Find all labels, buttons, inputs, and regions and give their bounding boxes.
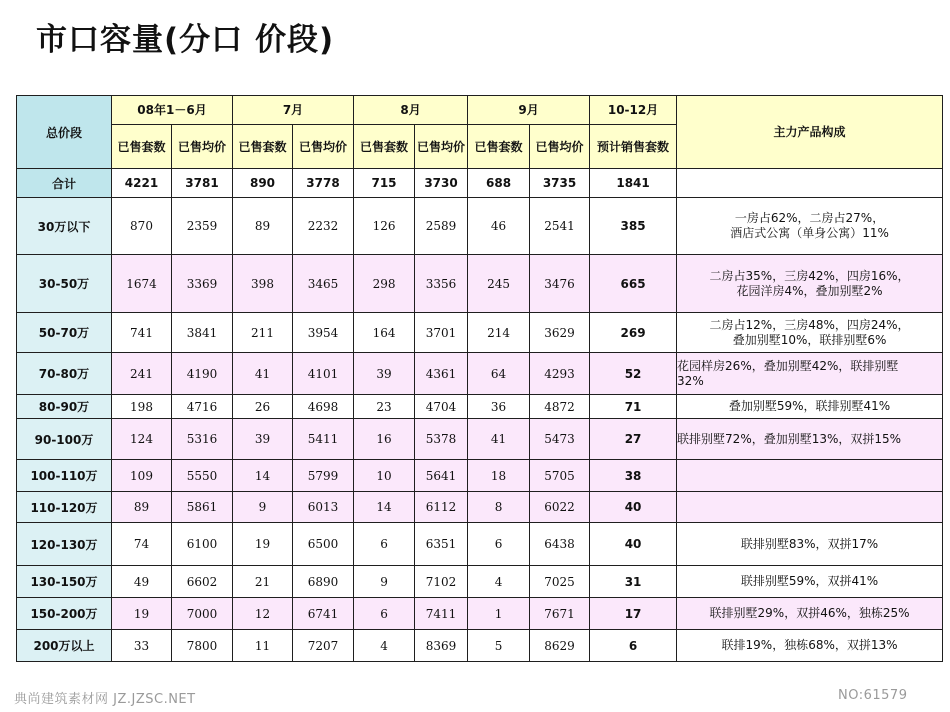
forecast-cell: 40 (590, 492, 677, 523)
sold-units-cell: 245 (468, 255, 530, 313)
sold-units-cell: 688 (468, 169, 530, 198)
avg-price-cell: 5799 (293, 460, 354, 492)
sold-units-cell: 39 (233, 419, 293, 460)
product-mix-cell: 二房占12%，三房48%，四房24%， 叠加别墅10%，联排别墅6% (677, 313, 943, 353)
sold-units-cell: 1674 (112, 255, 172, 313)
product-mix-cell: 联排别墅29%，双拼46%，独栋25% (677, 598, 943, 630)
product-mix-cell: 联排19%，独栋68%，双拼13% (677, 630, 943, 662)
sold-units-cell: 741 (112, 313, 172, 353)
avg-price-cell: 7411 (415, 598, 468, 630)
avg-price-cell: 5550 (172, 460, 233, 492)
sold-units-cell: 5 (468, 630, 530, 662)
table-row (17, 395, 943, 419)
avg-price-cell: 5705 (530, 460, 590, 492)
avg-price-cell: 4872 (530, 395, 590, 419)
forecast-cell: 385 (590, 198, 677, 255)
sold-units-cell: 11 (233, 630, 293, 662)
product-mix-cell: 花园样房26%，叠加别墅42%，联排别墅 32% (677, 353, 943, 395)
forecast-cell: 665 (590, 255, 677, 313)
avg-price-cell: 5473 (530, 419, 590, 460)
sold-units-cell: 9 (233, 492, 293, 523)
avg-price-cell: 4716 (172, 395, 233, 419)
subheader-forecast-units: 预计销售套数 (590, 125, 677, 169)
row-label: 30-50万 (17, 255, 112, 313)
header-period: 8月 (354, 96, 468, 125)
sold-units-cell: 39 (354, 353, 415, 395)
avg-price-cell: 7102 (415, 566, 468, 598)
avg-price-cell: 6741 (293, 598, 354, 630)
row-label: 30万以下 (17, 198, 112, 255)
product-mix-cell (677, 460, 943, 492)
sold-units-cell: 46 (468, 198, 530, 255)
sold-units-cell: 14 (233, 460, 293, 492)
forecast-cell: 269 (590, 313, 677, 353)
table-row (17, 313, 943, 353)
avg-price-cell: 3778 (293, 169, 354, 198)
avg-price-cell: 7671 (530, 598, 590, 630)
sold-units-cell: 6 (468, 523, 530, 566)
row-label: 120-130万 (17, 523, 112, 566)
subheader-avg-price: 已售均价 (530, 125, 590, 169)
table-row (17, 492, 943, 523)
table-row (17, 419, 943, 460)
sold-units-cell: 6 (354, 523, 415, 566)
avg-price-cell: 4293 (530, 353, 590, 395)
sold-units-cell: 18 (468, 460, 530, 492)
avg-price-cell: 8369 (415, 630, 468, 662)
avg-price-cell: 6351 (415, 523, 468, 566)
avg-price-cell: 7800 (172, 630, 233, 662)
subheader-avg-price: 已售均价 (293, 125, 354, 169)
avg-price-cell: 3701 (415, 313, 468, 353)
sold-units-cell: 890 (233, 169, 293, 198)
market-capacity-table (16, 95, 943, 662)
avg-price-cell: 3841 (172, 313, 233, 353)
sold-units-cell: 10 (354, 460, 415, 492)
avg-price-cell: 7207 (293, 630, 354, 662)
avg-price-cell: 6438 (530, 523, 590, 566)
row-label: 50-70万 (17, 313, 112, 353)
sold-units-cell: 398 (233, 255, 293, 313)
sold-units-cell: 33 (112, 630, 172, 662)
table-row (17, 353, 943, 395)
avg-price-cell: 4101 (293, 353, 354, 395)
avg-price-cell: 6112 (415, 492, 468, 523)
sold-units-cell: 41 (233, 353, 293, 395)
avg-price-cell: 5378 (415, 419, 468, 460)
sold-units-cell: 6 (354, 598, 415, 630)
avg-price-cell: 7000 (172, 598, 233, 630)
sold-units-cell: 74 (112, 523, 172, 566)
sold-units-cell: 19 (233, 523, 293, 566)
avg-price-cell: 6500 (293, 523, 354, 566)
avg-price-cell: 3369 (172, 255, 233, 313)
avg-price-cell: 3629 (530, 313, 590, 353)
header-period: 10-12月 (590, 96, 677, 125)
row-label: 110-120万 (17, 492, 112, 523)
forecast-cell: 52 (590, 353, 677, 395)
avg-price-cell: 4190 (172, 353, 233, 395)
table-row (17, 255, 943, 313)
table-row (17, 198, 943, 255)
watermark-left: 典尚建筑素材网 JZ.JZSC.NET (14, 692, 196, 707)
sold-units-cell: 41 (468, 419, 530, 460)
sold-units-cell: 16 (354, 419, 415, 460)
product-mix-cell (677, 492, 943, 523)
table-row (17, 598, 943, 630)
avg-price-cell: 4361 (415, 353, 468, 395)
sold-units-cell: 89 (112, 492, 172, 523)
sold-units-cell: 9 (354, 566, 415, 598)
forecast-cell: 1841 (590, 169, 677, 198)
avg-price-cell: 5861 (172, 492, 233, 523)
sold-units-cell: 715 (354, 169, 415, 198)
avg-price-cell: 5411 (293, 419, 354, 460)
sold-units-cell: 298 (354, 255, 415, 313)
table-row (17, 169, 943, 198)
subheader-avg-price: 已售均价 (172, 125, 233, 169)
row-label: 70-80万 (17, 353, 112, 395)
avg-price-cell: 5641 (415, 460, 468, 492)
avg-price-cell: 3735 (530, 169, 590, 198)
avg-price-cell: 3465 (293, 255, 354, 313)
subheader-sold-units: 已售套数 (354, 125, 415, 169)
avg-price-cell: 4704 (415, 395, 468, 419)
product-mix-cell: 一房占62%，二房占27%， 酒店式公寓（单身公寓）11% (677, 198, 943, 255)
product-mix-cell (677, 169, 943, 198)
subheader-avg-price: 已售均价 (415, 125, 468, 169)
avg-price-cell: 3356 (415, 255, 468, 313)
forecast-cell: 27 (590, 419, 677, 460)
row-label: 90-100万 (17, 419, 112, 460)
avg-price-cell: 4698 (293, 395, 354, 419)
avg-price-cell: 8629 (530, 630, 590, 662)
sold-units-cell: 21 (233, 566, 293, 598)
forecast-cell: 71 (590, 395, 677, 419)
header-period: 9月 (468, 96, 590, 125)
sold-units-cell: 12 (233, 598, 293, 630)
sold-units-cell: 4 (468, 566, 530, 598)
sold-units-cell: 124 (112, 419, 172, 460)
avg-price-cell: 3954 (293, 313, 354, 353)
table-row (17, 566, 943, 598)
row-label: 合计 (17, 169, 112, 198)
sold-units-cell: 211 (233, 313, 293, 353)
avg-price-cell: 3781 (172, 169, 233, 198)
avg-price-cell: 3730 (415, 169, 468, 198)
table-row (17, 630, 943, 662)
sold-units-cell: 49 (112, 566, 172, 598)
header-price-range: 总价段 (17, 96, 112, 169)
row-label: 130-150万 (17, 566, 112, 598)
table-row (17, 460, 943, 492)
row-label: 100-110万 (17, 460, 112, 492)
sold-units-cell: 8 (468, 492, 530, 523)
product-mix-cell: 二房占35%，三房42%，四房16%， 花园洋房4%，叠加别墅2% (677, 255, 943, 313)
sold-units-cell: 64 (468, 353, 530, 395)
product-mix-cell: 联排别墅83%，双拼17% (677, 523, 943, 566)
avg-price-cell: 6100 (172, 523, 233, 566)
avg-price-cell: 6022 (530, 492, 590, 523)
sold-units-cell: 4 (354, 630, 415, 662)
sold-units-cell: 4221 (112, 169, 172, 198)
forecast-cell: 17 (590, 598, 677, 630)
sold-units-cell: 214 (468, 313, 530, 353)
forecast-cell: 40 (590, 523, 677, 566)
sold-units-cell: 126 (354, 198, 415, 255)
avg-price-cell: 5316 (172, 419, 233, 460)
product-mix-cell: 联排别墅72%，叠加别墅13%，双拼15% (677, 419, 943, 460)
header-period: 08年1－6月 (112, 96, 233, 125)
subheader-sold-units: 已售套数 (112, 125, 172, 169)
avg-price-cell: 6013 (293, 492, 354, 523)
subheader-sold-units: 已售套数 (233, 125, 293, 169)
sold-units-cell: 198 (112, 395, 172, 419)
sold-units-cell: 89 (233, 198, 293, 255)
subheader-sold-units: 已售套数 (468, 125, 530, 169)
sold-units-cell: 19 (112, 598, 172, 630)
sold-units-cell: 36 (468, 395, 530, 419)
avg-price-cell: 3476 (530, 255, 590, 313)
forecast-cell: 6 (590, 630, 677, 662)
sold-units-cell: 1 (468, 598, 530, 630)
avg-price-cell: 2541 (530, 198, 590, 255)
avg-price-cell: 6890 (293, 566, 354, 598)
table-row (17, 523, 943, 566)
sold-units-cell: 26 (233, 395, 293, 419)
row-label: 200万以上 (17, 630, 112, 662)
sold-units-cell: 23 (354, 395, 415, 419)
product-mix-cell: 联排别墅59%，双拼41% (677, 566, 943, 598)
avg-price-cell: 2232 (293, 198, 354, 255)
avg-price-cell: 2359 (172, 198, 233, 255)
sold-units-cell: 870 (112, 198, 172, 255)
sold-units-cell: 164 (354, 313, 415, 353)
forecast-cell: 38 (590, 460, 677, 492)
avg-price-cell: 7025 (530, 566, 590, 598)
sold-units-cell: 109 (112, 460, 172, 492)
sold-units-cell: 14 (354, 492, 415, 523)
product-mix-cell: 叠加别墅59%，联排别墅41% (677, 395, 943, 419)
row-label: 150-200万 (17, 598, 112, 630)
page-title: 市口容量(分口 价段) (36, 22, 335, 58)
avg-price-cell: 6602 (172, 566, 233, 598)
watermark-right: NO:61579 (838, 688, 908, 703)
sold-units-cell: 241 (112, 353, 172, 395)
avg-price-cell: 2589 (415, 198, 468, 255)
header-main-product: 主力产品构成 (677, 96, 943, 169)
forecast-cell: 31 (590, 566, 677, 598)
header-period: 7月 (233, 96, 354, 125)
row-label: 80-90万 (17, 395, 112, 419)
